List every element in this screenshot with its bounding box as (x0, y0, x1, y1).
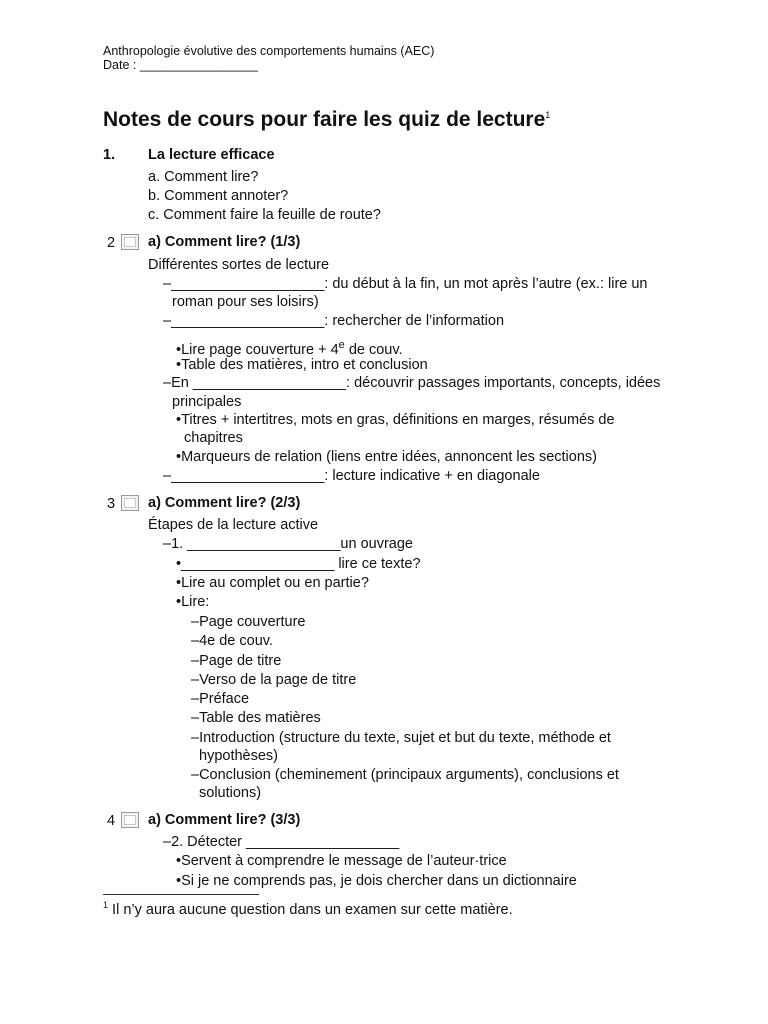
slide-line: Différentes sortes de lecture (148, 257, 330, 273)
slide-line: •Titres + intertitres, mots en gras, définitions en marges, résumés de (176, 412, 615, 428)
slide-line: –2. Détecter ___________________ (163, 834, 400, 850)
slide-line: principales (172, 394, 242, 410)
slide-number: 3 (107, 496, 116, 512)
slide-line: chapitres (184, 430, 243, 446)
slide-line: •Marqueurs de relation (liens entre idées, annoncent les sections) (176, 449, 597, 465)
slide-line: solutions) (199, 785, 262, 801)
section1-item: b. Comment annoter? (148, 188, 289, 204)
slide-line: –___________________: rechercher de l’information (163, 313, 505, 329)
slide-line: Étapes de la lecture active (148, 517, 319, 533)
page-title (103, 108, 550, 132)
slide-line-part: •Lire page couverture + 4 (176, 341, 339, 358)
slide-line: –Conclusion (cheminement (principaux arguments), conclusions et (191, 767, 619, 783)
course-name: Anthropologie évolutive des comportements humains (AEC) (103, 44, 435, 58)
section1-number: 1. (103, 147, 116, 163)
slide-line: –Table des matières (191, 710, 321, 726)
slide-heading: a) Comment lire? (1/3) (148, 234, 301, 250)
slide-line: •Lire: (176, 594, 210, 610)
section1-heading: La lecture efficace (148, 147, 275, 163)
slide-line: –Page couverture (191, 614, 306, 630)
slide-line: hypothèses) (199, 748, 278, 764)
slide-line: –4e de couv. (191, 633, 273, 649)
slide-line: •___________________ lire ce texte? (176, 556, 421, 572)
slide-line: roman pour ses loisirs) (172, 294, 319, 310)
slide-line: –Page de titre (191, 653, 282, 669)
superscript-e: e (338, 339, 345, 351)
slide-checkbox[interactable] (121, 495, 139, 511)
slide-number: 2 (107, 235, 116, 251)
slide-line: –___________________: lecture indicative + en diagonale (163, 468, 540, 484)
slide-line-part: de couv. (344, 341, 403, 358)
slide-heading: a) Comment lire? (3/3) (148, 812, 301, 828)
footnote-mark: 1 (103, 900, 109, 910)
slide-number: 4 (107, 813, 116, 829)
section1-item: c. Comment faire la feuille de route? (148, 207, 381, 223)
slide-line: •Servent à comprendre le message de l’auteur·trice (176, 853, 507, 869)
footnote (103, 900, 513, 918)
slide-line: –1. ___________________un ouvrage (163, 536, 413, 552)
footnote-text: Il n’y aura aucune question dans un examen sur cette matière. (108, 901, 513, 918)
slide-heading: a) Comment lire? (2/3) (148, 495, 301, 511)
footnote-separator (103, 894, 259, 895)
slide-line: –Préface (191, 691, 250, 707)
slide-line: –___________________: du début à la fin, un mot après l’autre (ex.: lire un (163, 276, 648, 292)
slide-checkbox[interactable] (121, 812, 139, 828)
slide-line: –En ___________________: découvrir passages importants, concepts, idées (163, 375, 661, 391)
title-footnote-mark: 1 (545, 110, 551, 120)
slide-line: –Introduction (structure du texte, sujet et but du texte, méthode et (191, 730, 611, 746)
slide-line: •Lire au complet ou en partie? (176, 575, 369, 591)
slide-checkbox[interactable] (121, 234, 139, 250)
slide-line: –Verso de la page de titre (191, 672, 357, 688)
section1-item: a. Comment lire? (148, 169, 259, 185)
page-title-text: Notes de cours pour faire les quiz de lecture (103, 108, 546, 131)
slide-line: •Si je ne comprends pas, je dois chercher dans un dictionnaire (176, 873, 577, 889)
slide-line: •Table des matières, intro et conclusion (176, 357, 428, 373)
date-line: Date : _________________ (103, 58, 259, 72)
